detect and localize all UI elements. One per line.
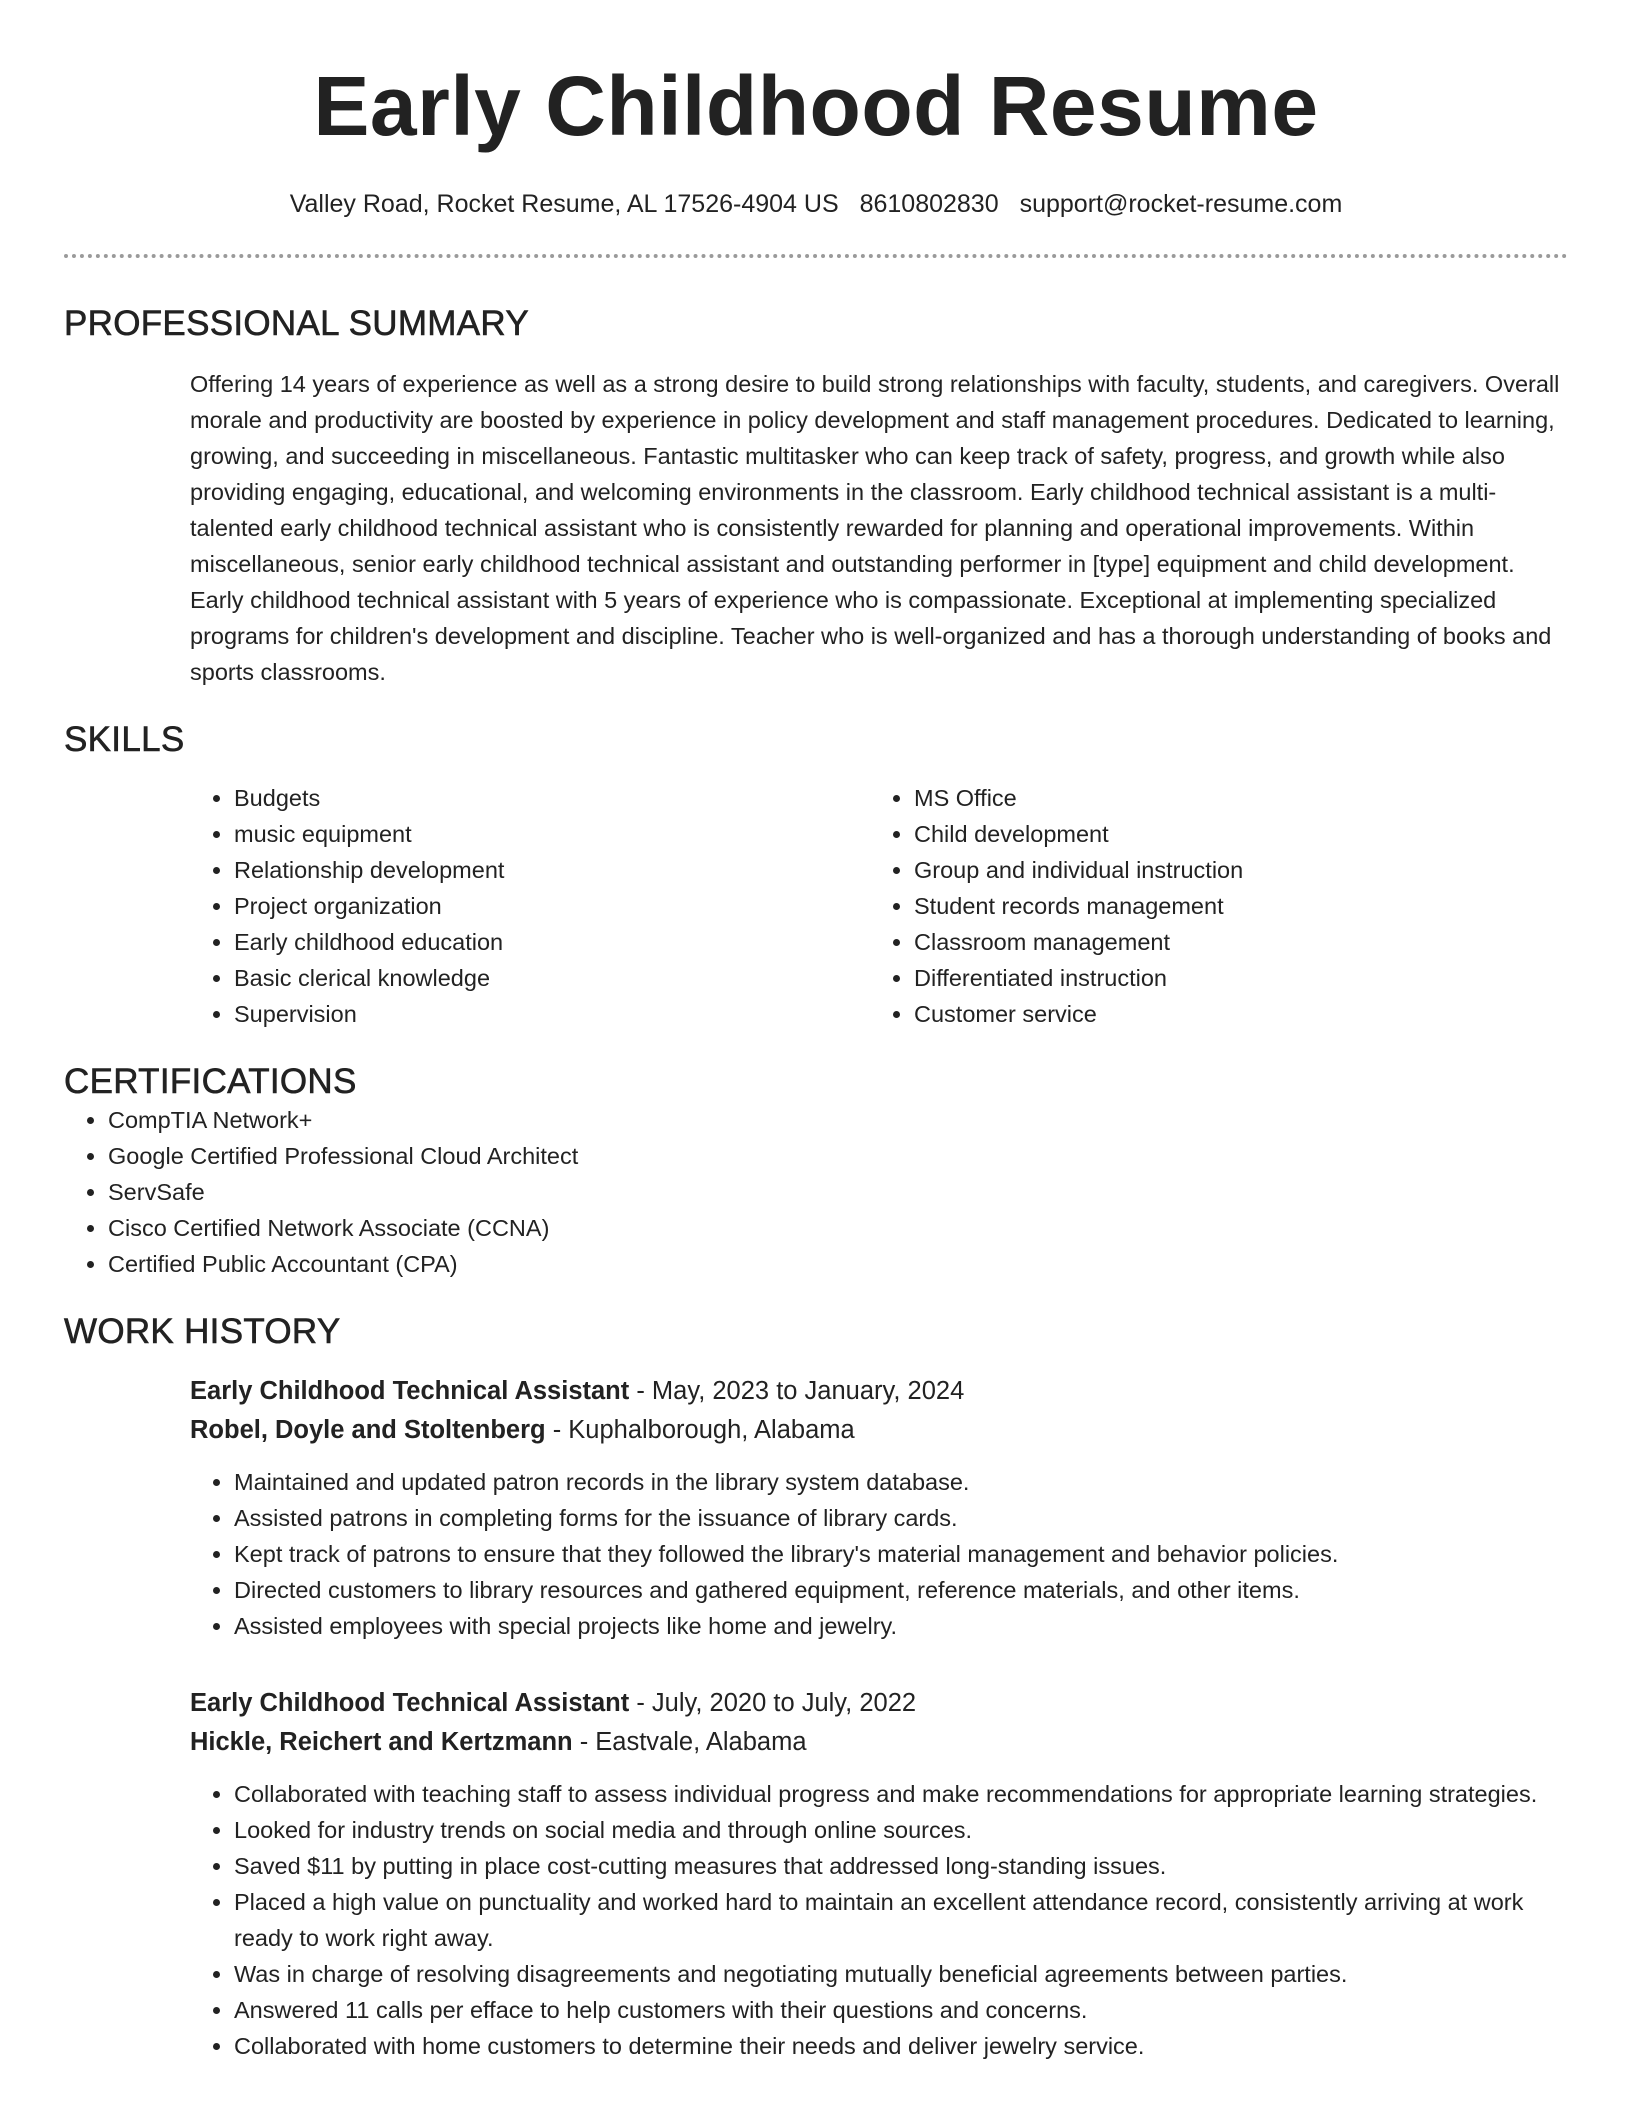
- job-bullet: • Directed customers to library resources and gathered equipment, reference materials, and other items.: [234, 1572, 1568, 1608]
- skill-item: • MS Office: [914, 780, 1550, 816]
- skill-item: • Basic clerical knowledge: [234, 960, 870, 996]
- job-company-line: [190, 1411, 1568, 1450]
- job-bullets: [190, 1776, 1568, 2064]
- job-location: - Eastvale, Alabama: [572, 1728, 807, 1756]
- job-bullet: • Placed a high value on punctuality and worked hard to maintain an excellent attendance record, consistently arriving at work ready to work right away.: [234, 1884, 1568, 1956]
- resume-name: Early Childhood Resume: [313, 59, 1319, 153]
- section-title-skills: SKILLS: [64, 720, 185, 759]
- job-bullet: • Looked for industry trends on social media and through online sources.: [234, 1812, 1568, 1848]
- skill-item: • Project organization: [234, 888, 870, 924]
- skill-item: • Budgets: [234, 780, 870, 816]
- job-dates: - July, 2020 to July, 2022: [629, 1689, 917, 1717]
- certification-item: • Certified Public Accountant (CPA): [108, 1246, 1568, 1282]
- skills-list: [190, 780, 1568, 1032]
- job-company-line: [190, 1723, 1568, 1762]
- skill-item: • Group and individual instruction: [914, 852, 1550, 888]
- certification-item: • ServSafe: [108, 1174, 1568, 1210]
- header-divider: [64, 254, 1568, 258]
- job-bullet: • Assisted patrons in completing forms for the issuance of library cards.: [234, 1500, 1568, 1536]
- skill-item: • Customer service: [914, 996, 1550, 1032]
- skill-item: • Early childhood education: [234, 924, 870, 960]
- job-bullet: • Saved $11 by putting in place cost-cutting measures that addressed long-standing issues.: [234, 1848, 1568, 1884]
- job-bullet: • Answered 11 calls per efface to help customers with their questions and concerns.: [234, 1992, 1568, 2028]
- section-title-work-history: WORK HISTORY: [64, 1312, 341, 1351]
- certification-item: • Cisco Certified Network Associate (CCNA): [108, 1210, 1568, 1246]
- job-entry: [190, 1684, 1568, 2064]
- section-title-certifications: CERTIFICATIONS: [64, 1062, 357, 1101]
- skill-item: • Classroom management: [914, 924, 1550, 960]
- skill-item: • music equipment: [234, 816, 870, 852]
- skill-item: • Child development: [914, 816, 1550, 852]
- contact-line: [64, 188, 1568, 220]
- job-bullet: • Was in charge of resolving disagreements and negotiating mutually beneficial agreements between parties.: [234, 1956, 1568, 1992]
- job-bullet: • Maintained and updated patron records in the library system database.: [234, 1464, 1568, 1500]
- skill-item: • Student records management: [914, 888, 1550, 924]
- contact-email: support@rocket-resume.com: [1019, 190, 1343, 218]
- job-title: Early Childhood Technical Assistant: [190, 1689, 630, 1717]
- job-dates: - May, 2023 to January, 2024: [629, 1377, 965, 1405]
- skills-column-left: [190, 780, 870, 1032]
- section-title-summary: PROFESSIONAL SUMMARY: [64, 304, 529, 343]
- job-bullet: • Kept track of patrons to ensure that they followed the library's material management and behavior policies.: [234, 1536, 1568, 1572]
- job-location: - Kuphalborough, Alabama: [545, 1416, 855, 1444]
- certification-item: • Google Certified Professional Cloud Architect: [108, 1138, 1568, 1174]
- certification-item: • CompTIA Network+: [108, 1102, 1568, 1138]
- job-company: Robel, Doyle and Stoltenberg: [190, 1416, 546, 1444]
- skill-item: • Relationship development: [234, 852, 870, 888]
- job-title: Early Childhood Technical Assistant: [190, 1377, 630, 1405]
- job-bullet: • Assisted employees with special projects like home and jewelry.: [234, 1608, 1568, 1644]
- skill-item: • Supervision: [234, 996, 870, 1032]
- job-company: Hickle, Reichert and Kertzmann: [190, 1728, 573, 1756]
- summary-text: Offering 14 years of experience as well as a strong desire to build strong relationships with faculty, students, and caregivers. Overall morale and productivity are boosted by experience in policy development and staff management procedures. Dedicated to learning, growing, and succeeding in miscellaneous. Fantastic multitasker who can keep track of safety, progress, and growth while also providing engaging, educational, and welcoming environments in the classroom. Early childhood technical assistant is a multi-talented early childhood technical assistant who is consistently rewarded for planning and operational improvements. Within miscellaneous, senior early childhood technical assistant and outstanding performer in [type] equipment and child development. Early childhood technical assistant with 5 years of experience who is compassionate. Exceptional at implementing specialized programs for children's development and discipline. Teacher who is well-organized and has a thorough understanding of books and sports classrooms.: [190, 371, 1560, 685]
- job-entry: [190, 1372, 1568, 1644]
- contact-address: Valley Road, Rocket Resume, AL 17526-4904 US: [289, 190, 839, 218]
- job-bullet: • Collaborated with home customers to determine their needs and deliver jewelry service.: [234, 2028, 1568, 2064]
- job-bullets: [190, 1464, 1568, 1644]
- certifications-list: [64, 1102, 1568, 1282]
- job-title-line: [190, 1684, 1568, 1723]
- job-bullet: • Collaborated with teaching staff to assess individual progress and make recommendations for appropriate learning strategies.: [234, 1776, 1568, 1812]
- skill-item: • Differentiated instruction: [914, 960, 1550, 996]
- job-title-line: [190, 1372, 1568, 1411]
- contact-phone: 8610802830: [859, 190, 999, 218]
- skills-column-right: [870, 780, 1550, 1032]
